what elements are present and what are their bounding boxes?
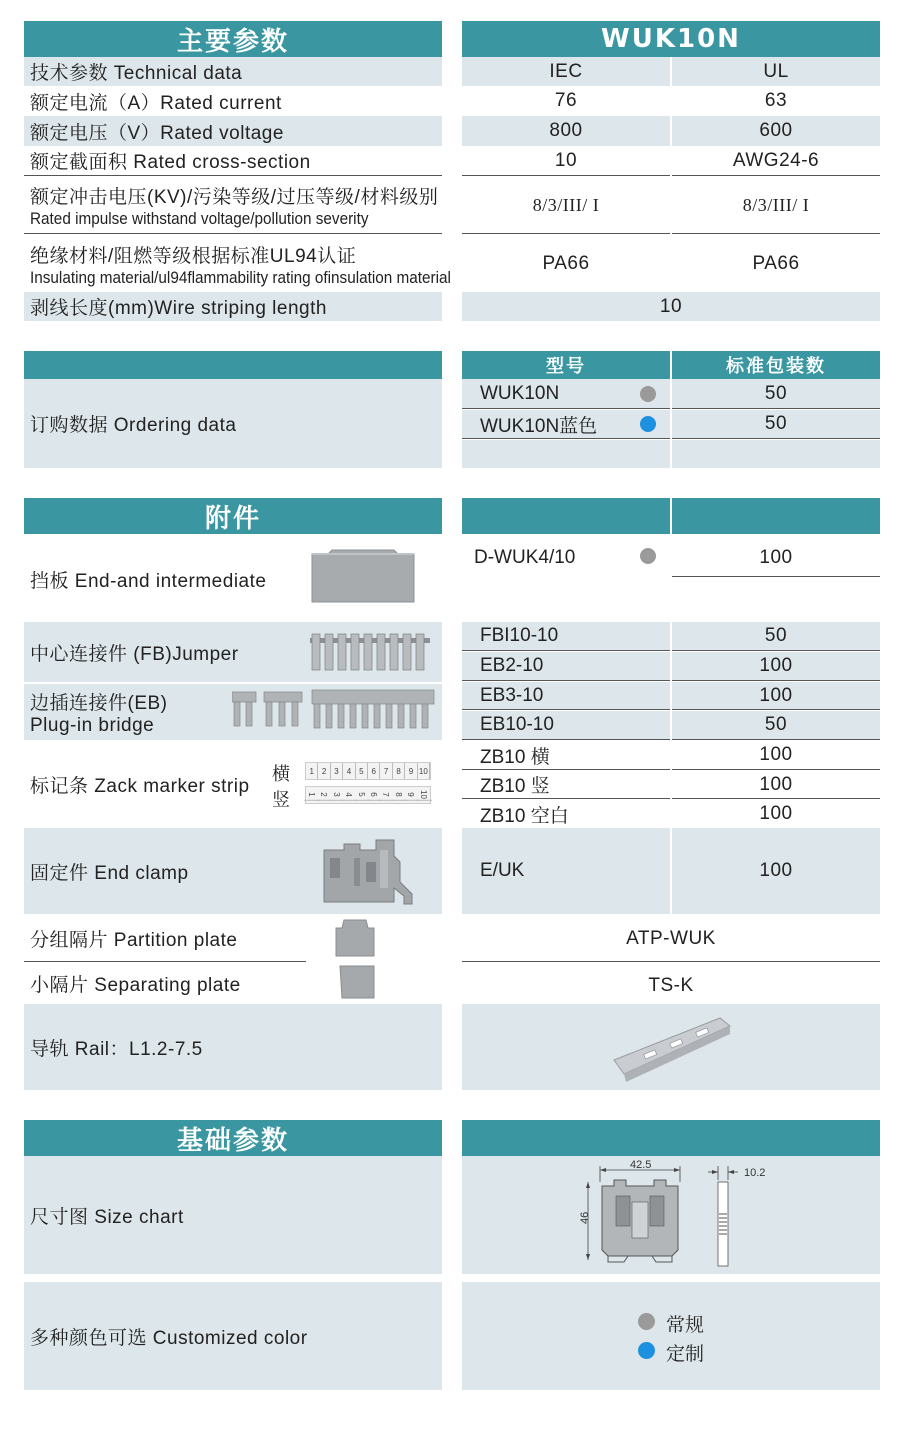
color-option-custom: 定制 bbox=[666, 1344, 705, 1365]
spec-ul-header: UL bbox=[672, 57, 880, 86]
color-option-standard: 常规 bbox=[666, 1315, 705, 1336]
part-pack: 100 bbox=[672, 771, 880, 799]
marker-strip-label: 标记条 Zack marker strip bbox=[24, 742, 274, 826]
part-pack: 100 bbox=[672, 682, 880, 710]
spec-strip-length-value: 10 bbox=[462, 292, 880, 321]
marker-number: 9 bbox=[403, 789, 419, 801]
custom-color-label: 多种颜色可选 Customized color bbox=[24, 1282, 442, 1390]
ordering-empty-row bbox=[672, 440, 880, 468]
marker-number: 10 bbox=[418, 763, 430, 779]
marker-number: 9 bbox=[405, 763, 417, 779]
spec-impulse-iec: 8/3/III/ I bbox=[462, 178, 670, 234]
marker-vertical-strip bbox=[305, 786, 431, 804]
part-pack: 100 bbox=[672, 652, 880, 681]
ordering-label: 订购数据 Ordering data bbox=[24, 379, 442, 468]
size-height-text: 46 bbox=[579, 1211, 591, 1224]
part-model: FBI10-10 bbox=[462, 622, 670, 651]
accessories-header-pack bbox=[672, 498, 880, 534]
spec-insulation-ul: PA66 bbox=[672, 236, 880, 292]
size-depth-text: 10.2 bbox=[744, 1167, 766, 1179]
marker-number: 4 bbox=[341, 789, 357, 801]
spec-label-insulation bbox=[24, 236, 451, 292]
ordering-pack-1: 50 bbox=[672, 379, 880, 409]
ordering-col-pack: 标准包装数 bbox=[672, 351, 880, 379]
marker-horizontal-label: 横 bbox=[272, 764, 290, 784]
separating-plate-image bbox=[338, 962, 376, 1002]
size-chart-diagram bbox=[568, 1156, 774, 1272]
ordering-model-1: WUK10N bbox=[462, 379, 670, 409]
partition-plate-image bbox=[334, 918, 376, 958]
basic-header: 基础参数 bbox=[24, 1120, 442, 1156]
marker-number: 6 bbox=[368, 763, 380, 779]
marker-number: 8 bbox=[391, 789, 407, 801]
end-clamp-label: 固定件 End clamp bbox=[24, 828, 442, 914]
grey-color-dot bbox=[640, 386, 656, 402]
part-pack: 50 bbox=[672, 711, 880, 740]
partition-plate-model: ATP-WUK bbox=[462, 916, 880, 962]
marker-number: 5 bbox=[354, 789, 370, 801]
marker-number: 6 bbox=[366, 789, 382, 801]
spec-voltage-iec: 800 bbox=[462, 116, 670, 146]
spec-cross-section-ul: AWG24-6 bbox=[672, 146, 880, 176]
part-model: EB2-10 bbox=[462, 652, 670, 681]
end-clamp-image bbox=[320, 836, 416, 908]
separating-plate-label: 小隔片 Separating plate bbox=[24, 962, 306, 1004]
part-model: EB3-10 bbox=[462, 682, 670, 710]
end-clamp-model: E/UK bbox=[462, 828, 670, 914]
part-model: ZB10 竖 bbox=[462, 771, 670, 799]
spec-label-current: 额定电流（A）Rated current bbox=[24, 86, 442, 116]
basic-header-right bbox=[462, 1120, 880, 1156]
partition-plate-label: 分组隔片 Partition plate bbox=[24, 916, 306, 962]
ordering-header-left bbox=[24, 351, 442, 379]
ordering-col-model: 型号 bbox=[462, 351, 670, 379]
jumper-label: 中心连接件 (FB)Jumper bbox=[24, 622, 442, 682]
bridge-label-en: Plug-in bridge bbox=[30, 714, 155, 736]
spec-label-strip-length: 剥线长度(mm)Wire striping length bbox=[24, 292, 442, 321]
blue-color-dot bbox=[638, 1342, 655, 1359]
marker-number: 2 bbox=[317, 789, 333, 801]
rail-label: 导轨 Rail：L1.2-7.5 bbox=[24, 1004, 442, 1090]
jumper-image bbox=[308, 632, 432, 674]
part-pack: 100 bbox=[672, 800, 880, 828]
spec-current-ul: 63 bbox=[672, 86, 880, 116]
end-plate-label: 挡板 End-and intermediate bbox=[24, 536, 314, 622]
spec-header-right: WUK10N bbox=[462, 21, 880, 57]
spec-header-left: 主要参数 bbox=[24, 21, 442, 57]
accessories-header: 附件 bbox=[24, 498, 442, 534]
separating-plate-model: TS-K bbox=[462, 966, 880, 1006]
marker-number: 4 bbox=[343, 763, 355, 779]
size-width-text: 42.5 bbox=[630, 1159, 652, 1171]
grey-color-dot bbox=[640, 548, 656, 564]
marker-number: 2 bbox=[318, 763, 330, 779]
spec-insulation-cn: 绝缘材料/阻燃等级根据标准UL94认证 bbox=[30, 245, 357, 267]
spec-label-impulse bbox=[24, 178, 442, 234]
end-plate-pack: 100 bbox=[672, 540, 880, 577]
marker-number: 3 bbox=[329, 789, 345, 801]
spec-insulation-iec: PA66 bbox=[462, 236, 670, 292]
spec-impulse-en: Rated impulse withstand voltage/pollution severity bbox=[30, 209, 369, 228]
part-model: ZB10 横 bbox=[462, 741, 670, 770]
ordering-empty-row bbox=[462, 440, 670, 468]
part-model: ZB10 空白 bbox=[462, 800, 670, 828]
marker-number: 7 bbox=[380, 763, 392, 779]
ordering-model-2: WUK10N蓝色 bbox=[462, 410, 670, 439]
part-pack: 100 bbox=[672, 741, 880, 770]
marker-number: 3 bbox=[331, 763, 343, 779]
end-plate-image bbox=[308, 548, 418, 604]
spec-label-voltage: 额定电压（V）Rated voltage bbox=[24, 116, 442, 146]
spec-iec-header: IEC bbox=[462, 57, 670, 86]
spec-impulse-cn: 额定冲击电压(KV)/污染等级/过压等级/材料级别 bbox=[30, 187, 439, 208]
part-pack: 50 bbox=[672, 622, 880, 651]
marker-number: 1 bbox=[306, 763, 318, 779]
marker-number: 1 bbox=[304, 789, 320, 801]
marker-number: 5 bbox=[356, 763, 368, 779]
spec-voltage-ul: 600 bbox=[672, 116, 880, 146]
spec-impulse-ul: 8/3/III/ I bbox=[672, 178, 880, 234]
accessories-header-model bbox=[462, 498, 670, 534]
bridge-label-cn: 边插连接件(EB) bbox=[30, 692, 168, 714]
size-chart-label: 尺寸图 Size chart bbox=[24, 1156, 442, 1274]
spec-label-cross-section: 额定截面积 Rated cross-section bbox=[24, 146, 442, 176]
marker-number: 7 bbox=[379, 789, 395, 801]
ordering-pack-2: 50 bbox=[672, 410, 880, 439]
marker-vertical-label: 竖 bbox=[272, 790, 290, 810]
end-plate-model: D-WUK4/10 bbox=[462, 540, 670, 576]
spec-label-technical: 技术参数 Technical data bbox=[24, 57, 442, 86]
blue-color-dot bbox=[640, 416, 656, 432]
rail-image bbox=[610, 1012, 734, 1084]
marker-number: 8 bbox=[393, 763, 405, 779]
spec-cross-section-iec: 10 bbox=[462, 146, 670, 176]
spec-current-iec: 76 bbox=[462, 86, 670, 116]
bridge-image bbox=[232, 688, 436, 732]
marker-horizontal-strip bbox=[305, 762, 431, 780]
marker-number: 10 bbox=[416, 789, 432, 801]
part-model: EB10-10 bbox=[462, 711, 670, 740]
end-clamp-pack: 100 bbox=[672, 828, 880, 914]
grey-color-dot bbox=[638, 1313, 655, 1330]
spec-insulation-en: Insulating material/ul94flammability rating ofinsulation material bbox=[30, 267, 451, 287]
